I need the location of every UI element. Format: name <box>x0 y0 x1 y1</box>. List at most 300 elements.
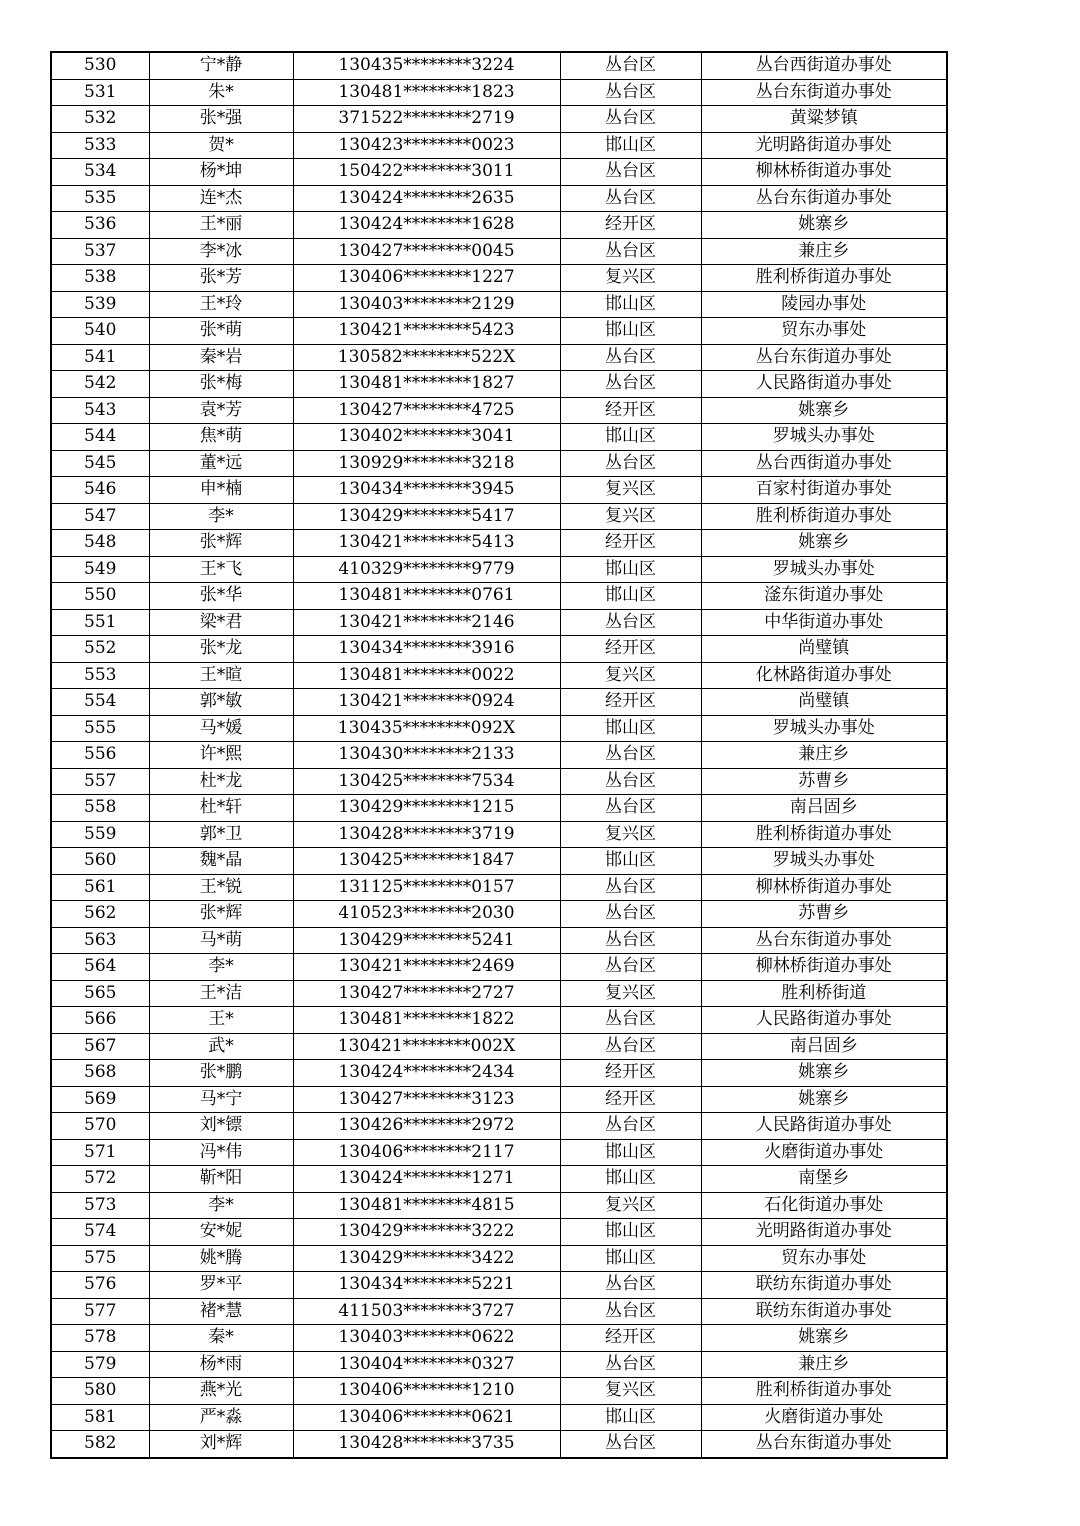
id-number: 130424********2434 <box>293 1060 560 1087</box>
street-office: 火磨街道办事处 <box>701 1404 947 1431</box>
table-row <box>51 1086 947 1113</box>
table-row <box>51 556 947 583</box>
street-office: 丛台东街道办事处 <box>701 927 947 954</box>
street-office: 石化街道办事处 <box>701 1192 947 1219</box>
street-office: 姚寨乡 <box>701 1060 947 1087</box>
street-office: 丛台西街道办事处 <box>701 450 947 477</box>
table-row <box>51 477 947 504</box>
row-number: 541 <box>51 344 149 371</box>
table-row <box>51 79 947 106</box>
id-number: 130429********3222 <box>293 1219 560 1246</box>
table-row <box>51 1245 947 1272</box>
street-office: 丛台东街道办事处 <box>701 185 947 212</box>
table-row <box>51 397 947 424</box>
row-number: 579 <box>51 1351 149 1378</box>
row-number: 565 <box>51 980 149 1007</box>
district: 邯山区 <box>560 318 701 345</box>
table-row <box>51 1378 947 1405</box>
street-office: 柳林桥街道办事处 <box>701 159 947 186</box>
id-number: 130481********1822 <box>293 1007 560 1034</box>
id-number: 130421********0924 <box>293 689 560 716</box>
district: 丛台区 <box>560 609 701 636</box>
id-number: 130429********5241 <box>293 927 560 954</box>
street-office: 南吕固乡 <box>701 1033 947 1060</box>
id-number: 130481********1823 <box>293 79 560 106</box>
id-number: 130403********0622 <box>293 1325 560 1352</box>
table-row <box>51 768 947 795</box>
row-number: 531 <box>51 79 149 106</box>
street-office: 丛台东街道办事处 <box>701 1431 947 1458</box>
street-office: 人民路街道办事处 <box>701 371 947 398</box>
row-number: 580 <box>51 1378 149 1405</box>
table-row <box>51 1192 947 1219</box>
row-number: 546 <box>51 477 149 504</box>
street-office: 人民路街道办事处 <box>701 1113 947 1140</box>
row-number: 567 <box>51 1033 149 1060</box>
district: 丛台区 <box>560 901 701 928</box>
street-office: 柳林桥街道办事处 <box>701 874 947 901</box>
table-row <box>51 821 947 848</box>
person-name: 张*龙 <box>149 636 293 663</box>
table-row <box>51 795 947 822</box>
person-name: 严*淼 <box>149 1404 293 1431</box>
person-name: 马*宁 <box>149 1086 293 1113</box>
person-name: 宁*静 <box>149 52 293 79</box>
street-office: 联纺东街道办事处 <box>701 1272 947 1299</box>
street-office: 光明路街道办事处 <box>701 132 947 159</box>
person-name: 贺* <box>149 132 293 159</box>
row-number: 572 <box>51 1166 149 1193</box>
street-office: 罗城头办事处 <box>701 424 947 451</box>
id-number: 130481********0022 <box>293 662 560 689</box>
id-number: 130403********2129 <box>293 291 560 318</box>
row-number: 561 <box>51 874 149 901</box>
row-number: 553 <box>51 662 149 689</box>
id-number: 130481********4815 <box>293 1192 560 1219</box>
row-number: 533 <box>51 132 149 159</box>
person-name: 王*锐 <box>149 874 293 901</box>
table-row <box>51 742 947 769</box>
person-name: 张*鹏 <box>149 1060 293 1087</box>
row-number: 534 <box>51 159 149 186</box>
row-number: 544 <box>51 424 149 451</box>
person-name: 燕*光 <box>149 1378 293 1405</box>
street-office: 兼庄乡 <box>701 1351 947 1378</box>
person-name: 郭*敏 <box>149 689 293 716</box>
street-office: 尚璧镇 <box>701 636 947 663</box>
row-number: 582 <box>51 1431 149 1458</box>
district: 丛台区 <box>560 795 701 822</box>
row-number: 555 <box>51 715 149 742</box>
id-number: 411503********3727 <box>293 1298 560 1325</box>
person-name: 申*楠 <box>149 477 293 504</box>
row-number: 563 <box>51 927 149 954</box>
person-name: 姚*腾 <box>149 1245 293 1272</box>
row-number: 557 <box>51 768 149 795</box>
street-office: 兼庄乡 <box>701 742 947 769</box>
street-office: 贸东办事处 <box>701 318 947 345</box>
street-office: 尚璧镇 <box>701 689 947 716</box>
person-name: 郭*卫 <box>149 821 293 848</box>
person-name: 杨*坤 <box>149 159 293 186</box>
table-row <box>51 52 947 79</box>
table-row <box>51 1007 947 1034</box>
table-row <box>51 927 947 954</box>
row-number: 542 <box>51 371 149 398</box>
person-name: 褚*慧 <box>149 1298 293 1325</box>
table-row <box>51 1033 947 1060</box>
id-number: 130425********1847 <box>293 848 560 875</box>
district: 复兴区 <box>560 1378 701 1405</box>
street-office: 胜利桥街道办事处 <box>701 821 947 848</box>
id-number: 130424********1628 <box>293 212 560 239</box>
district: 丛台区 <box>560 79 701 106</box>
district: 丛台区 <box>560 742 701 769</box>
table-row <box>51 1219 947 1246</box>
row-number: 577 <box>51 1298 149 1325</box>
person-name: 王*丽 <box>149 212 293 239</box>
district: 经开区 <box>560 1060 701 1087</box>
id-number: 130428********3719 <box>293 821 560 848</box>
id-number: 150422********3011 <box>293 159 560 186</box>
person-name: 梁*君 <box>149 609 293 636</box>
id-number: 130428********3735 <box>293 1431 560 1458</box>
district: 经开区 <box>560 689 701 716</box>
street-office: 姚寨乡 <box>701 212 947 239</box>
id-number: 130402********3041 <box>293 424 560 451</box>
district: 邯山区 <box>560 1219 701 1246</box>
person-name: 朱* <box>149 79 293 106</box>
street-office: 南堡乡 <box>701 1166 947 1193</box>
person-name: 张*梅 <box>149 371 293 398</box>
id-number: 410523********2030 <box>293 901 560 928</box>
table-row <box>51 1351 947 1378</box>
person-name: 秦*岩 <box>149 344 293 371</box>
person-name: 靳*阳 <box>149 1166 293 1193</box>
district: 邯山区 <box>560 1404 701 1431</box>
table-row <box>51 848 947 875</box>
person-name: 魏*晶 <box>149 848 293 875</box>
table-row <box>51 344 947 371</box>
district: 邯山区 <box>560 1166 701 1193</box>
district: 丛台区 <box>560 1351 701 1378</box>
id-number: 130421********002X <box>293 1033 560 1060</box>
row-number: 573 <box>51 1192 149 1219</box>
person-name: 焦*萌 <box>149 424 293 451</box>
row-number: 545 <box>51 450 149 477</box>
district: 丛台区 <box>560 1298 701 1325</box>
district: 丛台区 <box>560 238 701 265</box>
district: 丛台区 <box>560 450 701 477</box>
street-office: 胜利桥街道办事处 <box>701 1378 947 1405</box>
person-name: 李* <box>149 1192 293 1219</box>
table-row <box>51 450 947 477</box>
row-number: 538 <box>51 265 149 292</box>
id-number: 410329********9779 <box>293 556 560 583</box>
district: 丛台区 <box>560 106 701 133</box>
person-name: 安*妮 <box>149 1219 293 1246</box>
row-number: 566 <box>51 1007 149 1034</box>
row-number: 552 <box>51 636 149 663</box>
id-number: 130582********522X <box>293 344 560 371</box>
person-name: 李* <box>149 954 293 981</box>
row-number: 556 <box>51 742 149 769</box>
table-row <box>51 1139 947 1166</box>
street-office: 姚寨乡 <box>701 1325 947 1352</box>
id-number: 130434********3916 <box>293 636 560 663</box>
street-office: 中华街道办事处 <box>701 609 947 636</box>
district: 丛台区 <box>560 954 701 981</box>
id-number: 130427********4725 <box>293 397 560 424</box>
row-number: 537 <box>51 238 149 265</box>
id-number: 130406********0621 <box>293 1404 560 1431</box>
table-row <box>51 689 947 716</box>
district: 经开区 <box>560 636 701 663</box>
row-number: 540 <box>51 318 149 345</box>
person-name: 李*冰 <box>149 238 293 265</box>
district: 丛台区 <box>560 344 701 371</box>
person-name: 罗*平 <box>149 1272 293 1299</box>
district: 复兴区 <box>560 1192 701 1219</box>
id-number: 130427********0045 <box>293 238 560 265</box>
row-number: 551 <box>51 609 149 636</box>
street-office: 丛台东街道办事处 <box>701 344 947 371</box>
row-number: 574 <box>51 1219 149 1246</box>
district: 邯山区 <box>560 291 701 318</box>
row-number: 554 <box>51 689 149 716</box>
id-number: 130423********0023 <box>293 132 560 159</box>
person-name: 杜*龙 <box>149 768 293 795</box>
district: 丛台区 <box>560 371 701 398</box>
district: 丛台区 <box>560 1272 701 1299</box>
person-name: 刘*镖 <box>149 1113 293 1140</box>
roster-table <box>50 51 948 1459</box>
table-row <box>51 1272 947 1299</box>
table-row <box>51 265 947 292</box>
district: 丛台区 <box>560 1113 701 1140</box>
table-row <box>51 954 947 981</box>
table-row <box>51 106 947 133</box>
district: 丛台区 <box>560 768 701 795</box>
street-office: 姚寨乡 <box>701 397 947 424</box>
row-number: 558 <box>51 795 149 822</box>
person-name: 秦* <box>149 1325 293 1352</box>
street-office: 罗城头办事处 <box>701 556 947 583</box>
id-number: 130406********1210 <box>293 1378 560 1405</box>
street-office: 火磨街道办事处 <box>701 1139 947 1166</box>
id-number: 130427********3123 <box>293 1086 560 1113</box>
district: 丛台区 <box>560 874 701 901</box>
row-number: 550 <box>51 583 149 610</box>
row-number: 547 <box>51 503 149 530</box>
table-row <box>51 318 947 345</box>
table-row <box>51 371 947 398</box>
street-office: 贸东办事处 <box>701 1245 947 1272</box>
district: 经开区 <box>560 1086 701 1113</box>
street-office: 人民路街道办事处 <box>701 1007 947 1034</box>
row-number: 569 <box>51 1086 149 1113</box>
street-office: 胜利桥街道 <box>701 980 947 1007</box>
street-office: 柳林桥街道办事处 <box>701 954 947 981</box>
row-number: 536 <box>51 212 149 239</box>
person-name: 马*媛 <box>149 715 293 742</box>
id-number: 130426********2972 <box>293 1113 560 1140</box>
district: 邯山区 <box>560 1139 701 1166</box>
table-row <box>51 901 947 928</box>
table-row <box>51 291 947 318</box>
table-row <box>51 1060 947 1087</box>
row-number: 560 <box>51 848 149 875</box>
id-number: 130430********2133 <box>293 742 560 769</box>
district: 经开区 <box>560 1325 701 1352</box>
id-number: 130424********2635 <box>293 185 560 212</box>
id-number: 130429********3422 <box>293 1245 560 1272</box>
table-row <box>51 1404 947 1431</box>
table-row <box>51 424 947 451</box>
street-office: 姚寨乡 <box>701 1086 947 1113</box>
district: 经开区 <box>560 212 701 239</box>
district: 邯山区 <box>560 132 701 159</box>
district: 复兴区 <box>560 980 701 1007</box>
id-number: 130406********1227 <box>293 265 560 292</box>
district: 丛台区 <box>560 927 701 954</box>
row-number: 549 <box>51 556 149 583</box>
person-name: 武* <box>149 1033 293 1060</box>
id-number: 131125********0157 <box>293 874 560 901</box>
person-name: 王* <box>149 1007 293 1034</box>
street-office: 苏曹乡 <box>701 768 947 795</box>
table-row <box>51 1325 947 1352</box>
id-number: 130929********3218 <box>293 450 560 477</box>
person-name: 袁*芳 <box>149 397 293 424</box>
district: 丛台区 <box>560 52 701 79</box>
row-number: 568 <box>51 1060 149 1087</box>
street-office: 化林路街道办事处 <box>701 662 947 689</box>
district: 复兴区 <box>560 265 701 292</box>
street-office: 陵园办事处 <box>701 291 947 318</box>
id-number: 130435********092X <box>293 715 560 742</box>
district: 丛台区 <box>560 1431 701 1458</box>
district: 丛台区 <box>560 159 701 186</box>
table-row <box>51 1431 947 1458</box>
district: 经开区 <box>560 397 701 424</box>
table-row <box>51 503 947 530</box>
row-number: 548 <box>51 530 149 557</box>
street-office: 丛台西街道办事处 <box>701 52 947 79</box>
table-row <box>51 159 947 186</box>
row-number: 559 <box>51 821 149 848</box>
person-name: 王*暄 <box>149 662 293 689</box>
table-row <box>51 662 947 689</box>
person-name: 冯*伟 <box>149 1139 293 1166</box>
street-office: 苏曹乡 <box>701 901 947 928</box>
person-name: 马*萌 <box>149 927 293 954</box>
district: 复兴区 <box>560 662 701 689</box>
street-office: 胜利桥街道办事处 <box>701 265 947 292</box>
table-row <box>51 132 947 159</box>
person-name: 王*飞 <box>149 556 293 583</box>
person-name: 杜*轩 <box>149 795 293 822</box>
district: 经开区 <box>560 530 701 557</box>
district: 丛台区 <box>560 1007 701 1034</box>
table-row <box>51 530 947 557</box>
row-number: 562 <box>51 901 149 928</box>
street-office: 百家村街道办事处 <box>701 477 947 504</box>
district: 复兴区 <box>560 477 701 504</box>
street-office: 胜利桥街道办事处 <box>701 503 947 530</box>
person-name: 刘*辉 <box>149 1431 293 1458</box>
person-name: 许*熙 <box>149 742 293 769</box>
person-name: 杨*雨 <box>149 1351 293 1378</box>
person-name: 张*芳 <box>149 265 293 292</box>
district: 邯山区 <box>560 424 701 451</box>
id-number: 130481********0761 <box>293 583 560 610</box>
id-number: 130421********5423 <box>293 318 560 345</box>
row-number: 571 <box>51 1139 149 1166</box>
id-number: 130429********1215 <box>293 795 560 822</box>
row-number: 578 <box>51 1325 149 1352</box>
table-row <box>51 1166 947 1193</box>
district: 邯山区 <box>560 1245 701 1272</box>
district: 邯山区 <box>560 583 701 610</box>
row-number: 543 <box>51 397 149 424</box>
district: 邯山区 <box>560 848 701 875</box>
table-row <box>51 980 947 1007</box>
id-number: 130406********2117 <box>293 1139 560 1166</box>
row-number: 535 <box>51 185 149 212</box>
district: 复兴区 <box>560 503 701 530</box>
street-office: 滏东街道办事处 <box>701 583 947 610</box>
row-number: 539 <box>51 291 149 318</box>
row-number: 530 <box>51 52 149 79</box>
table-row <box>51 715 947 742</box>
person-name: 张*辉 <box>149 901 293 928</box>
person-name: 张*辉 <box>149 530 293 557</box>
street-office: 光明路街道办事处 <box>701 1219 947 1246</box>
table-row <box>51 609 947 636</box>
person-name: 王*玲 <box>149 291 293 318</box>
id-number: 130421********5413 <box>293 530 560 557</box>
table-row <box>51 212 947 239</box>
table-row <box>51 1298 947 1325</box>
id-number: 130424********1271 <box>293 1166 560 1193</box>
row-number: 564 <box>51 954 149 981</box>
row-number: 581 <box>51 1404 149 1431</box>
table-row <box>51 874 947 901</box>
id-number: 371522********2719 <box>293 106 560 133</box>
row-number: 575 <box>51 1245 149 1272</box>
person-name: 张*强 <box>149 106 293 133</box>
street-office: 联纺东街道办事处 <box>701 1298 947 1325</box>
id-number: 130427********2727 <box>293 980 560 1007</box>
id-number: 130429********5417 <box>293 503 560 530</box>
person-name: 张*萌 <box>149 318 293 345</box>
row-number: 570 <box>51 1113 149 1140</box>
street-office: 兼庄乡 <box>701 238 947 265</box>
person-name: 王*洁 <box>149 980 293 1007</box>
street-office: 罗城头办事处 <box>701 715 947 742</box>
row-number: 532 <box>51 106 149 133</box>
table-row <box>51 1113 947 1140</box>
table-row <box>51 185 947 212</box>
district: 丛台区 <box>560 1033 701 1060</box>
district: 邯山区 <box>560 715 701 742</box>
roster-body <box>51 52 947 1458</box>
street-office: 丛台东街道办事处 <box>701 79 947 106</box>
district: 邯山区 <box>560 556 701 583</box>
id-number: 130481********1827 <box>293 371 560 398</box>
id-number: 130421********2146 <box>293 609 560 636</box>
